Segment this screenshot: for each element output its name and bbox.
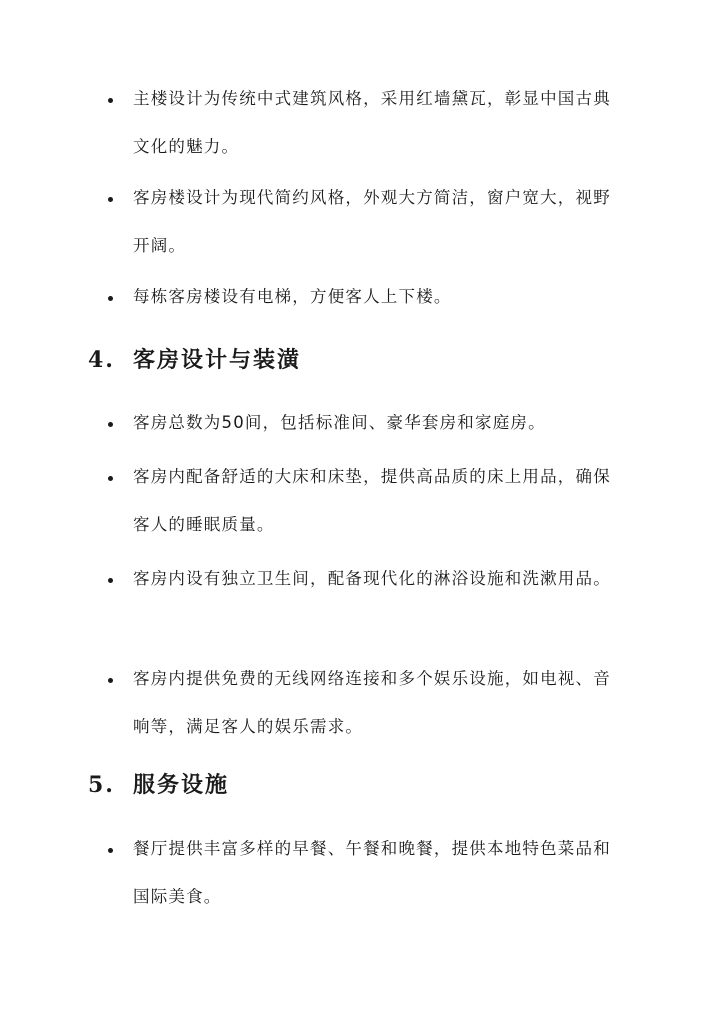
section-heading [88,343,301,374]
list-item-text: 餐厅提供丰富多样的早餐、午餐和晚餐，提供本地特色菜品和国际美食。 [133,839,611,906]
list-item-text: 主楼设计为传统中式建筑风格，采用红墙黛瓦，彰显中国古典文化的魅力。 [133,89,611,156]
list-item [108,189,628,270]
list-item-text: 客房内设有独立卫生间，配备现代化的淋浴设施和洗漱用品。 [133,569,611,588]
list-item-text: 客房楼设计为现代简约风格，外观大方简洁，窗户宽大，视野开阔。 [133,188,611,255]
bullet-icon [108,422,113,427]
bullet-icon [108,296,113,301]
bullet-icon [108,578,113,583]
bullet-icon [108,848,113,853]
bullet-icon [108,678,113,683]
section-title: 客房设计与装潢 [132,347,301,373]
bullet-icon [108,476,113,481]
section-title: 服务设施 [132,772,229,798]
section-number: 5. [88,772,115,798]
list-item [108,840,628,921]
bullet-icon [108,98,113,103]
list-item [108,414,628,447]
section-heading [88,768,229,799]
list-item-text: 客房内提供免费的无线网络连接和多个娱乐设施，如电视、音响等，满足客人的娱乐需求。 [133,669,611,736]
bullet-icon [108,197,113,202]
list-item [108,670,628,751]
list-item [108,468,628,549]
section-number: 4. [88,347,115,373]
list-item-text: 客房内配备舒适的大床和床垫，提供高品质的床上用品，确保客人的睡眠质量。 [133,467,611,534]
list-item-text: 每栋客房楼设有电梯，方便客人上下楼。 [133,287,452,306]
list-item-text: 客房总数为50间，包括标准间、豪华套房和家庭房。 [133,413,546,432]
list-item [108,288,628,321]
list-item [108,570,628,603]
list-item [108,90,628,171]
